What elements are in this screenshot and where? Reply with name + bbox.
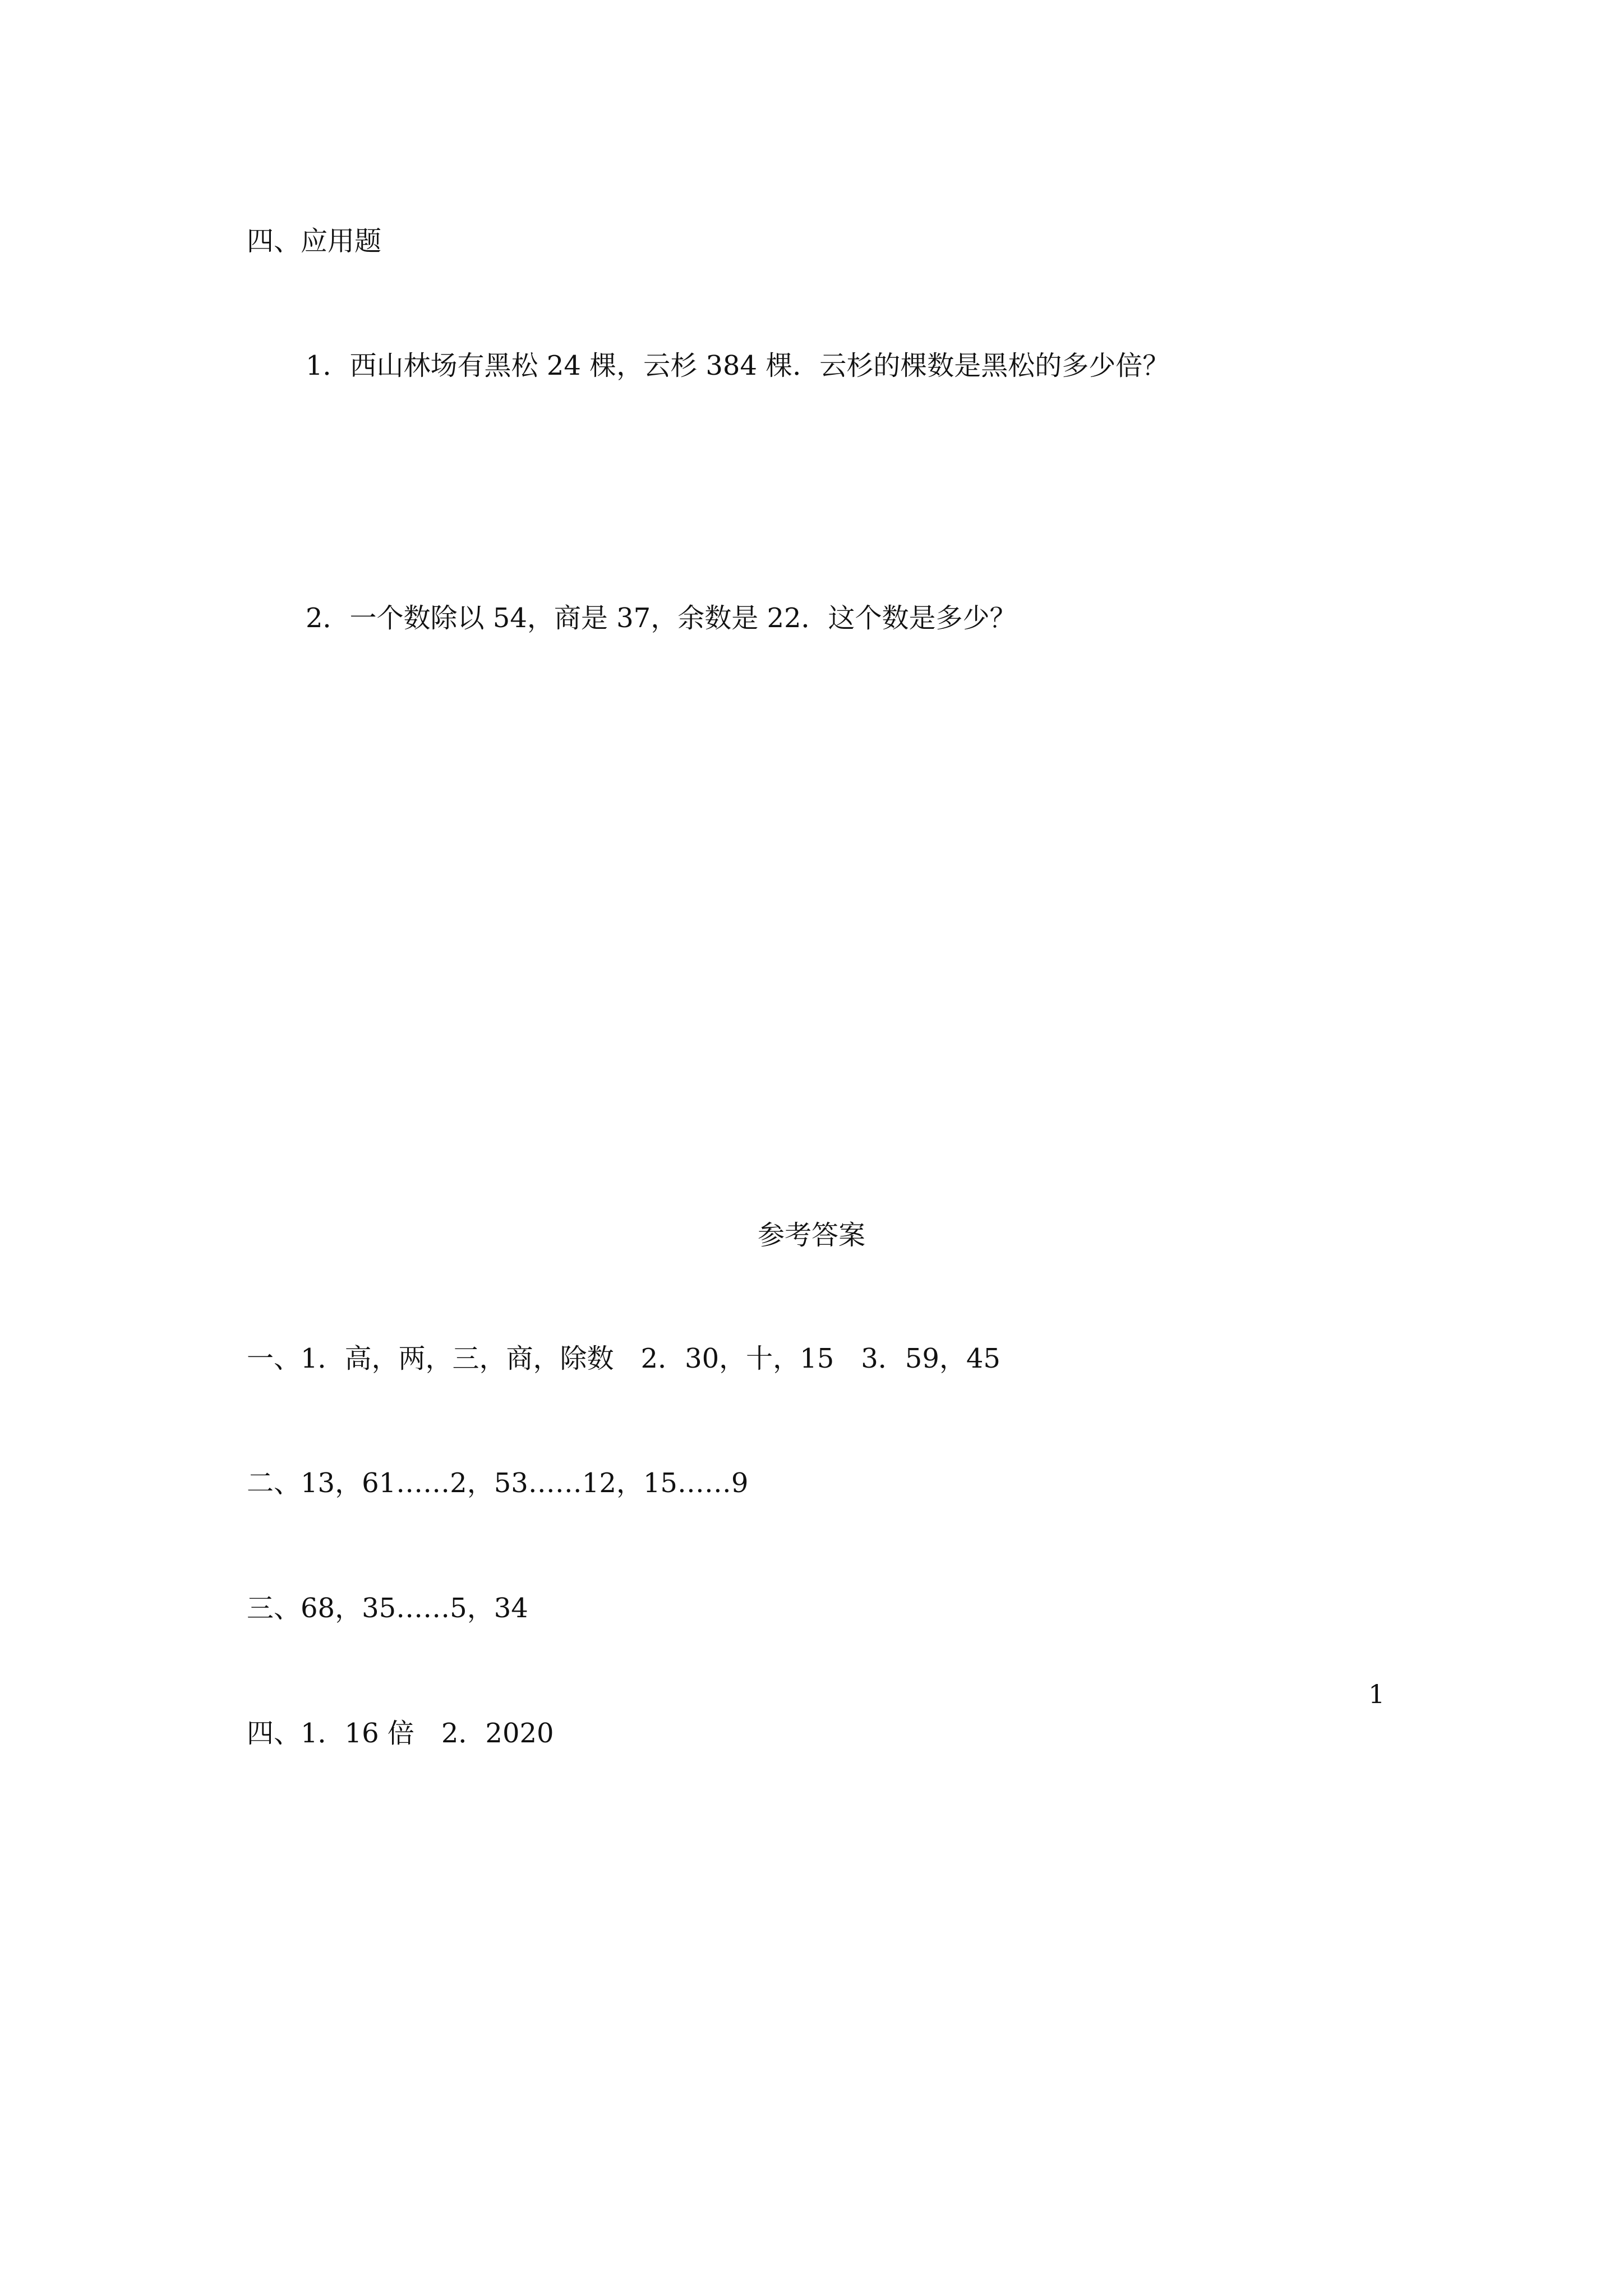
answer-key-title: 参考答案 xyxy=(757,1220,865,1251)
answer-line-1: 一、1．高，两，三，商，除数 2．30，十，15 3．59，45 xyxy=(247,1343,1000,1374)
question-1: 1．西山林场有黑松 24 棵，云杉 384 棵．云杉的棵数是黑松的多少倍？ xyxy=(306,350,1170,381)
question-2: 2．一个数除以 54，商是 37，余数是 22．这个数是多少？ xyxy=(306,602,1017,634)
page-number: 1 xyxy=(1368,1679,1385,1709)
section-heading: 四、应用题 xyxy=(247,226,382,257)
answer-line-4: 四、1．16 倍 2．2020 xyxy=(247,1718,554,1749)
answer-line-2: 二、13，61……2，53……12，15……9 xyxy=(247,1467,749,1499)
answer-line-3: 三、68，35……5，34 xyxy=(247,1593,528,1624)
